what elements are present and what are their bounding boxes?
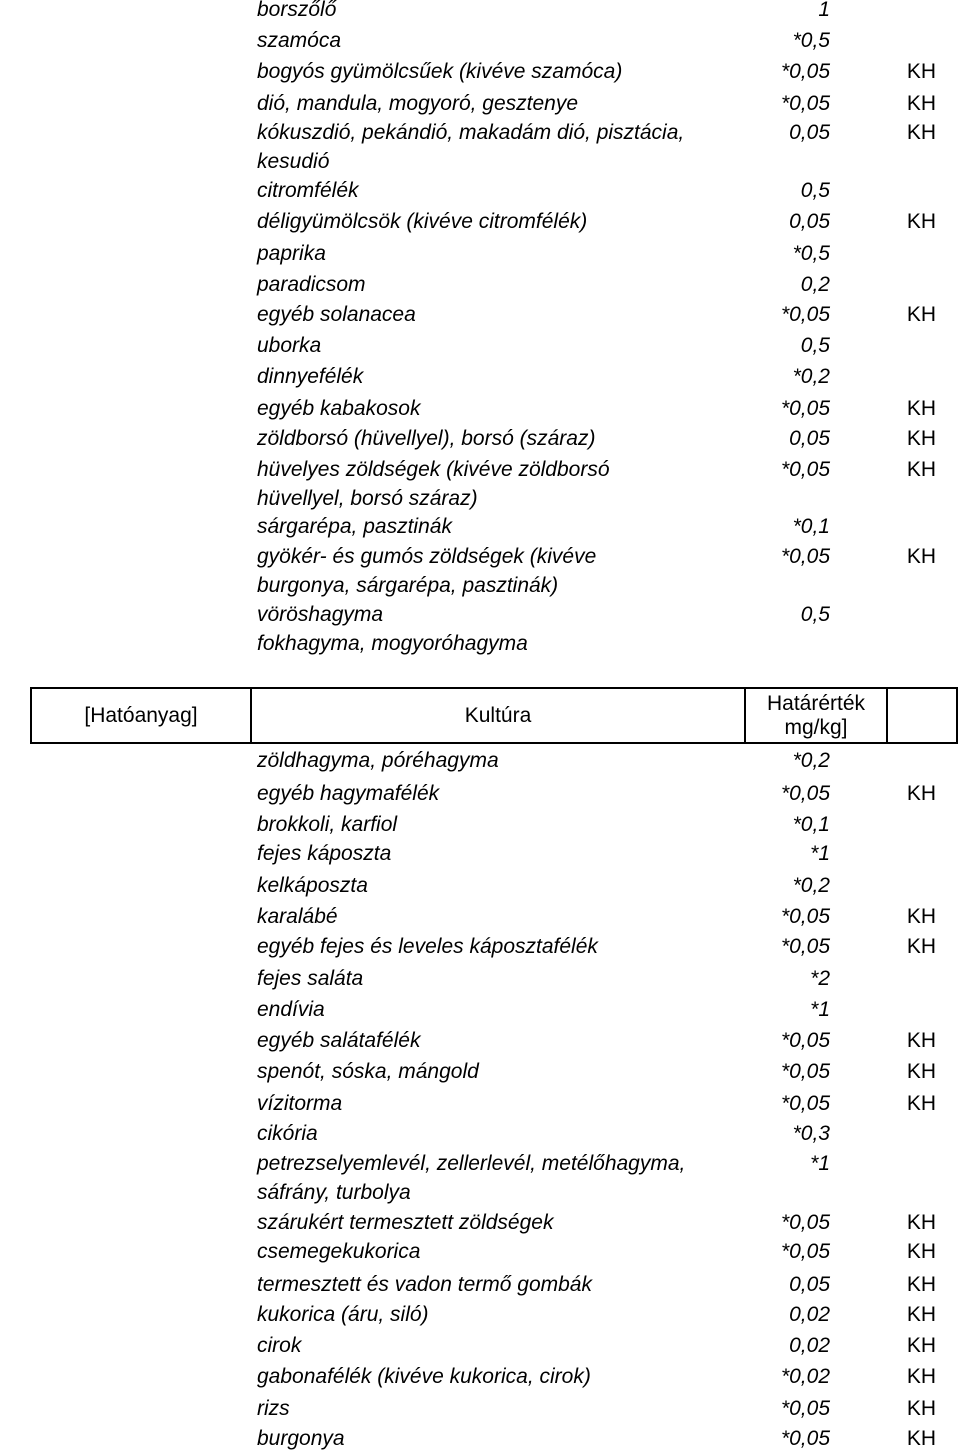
- crop-name-line: vízitorma: [257, 1092, 343, 1115]
- limit-value: 0,05: [789, 210, 830, 233]
- limit-value: *0,2: [792, 365, 830, 388]
- crop-name: [257, 1208, 737, 1237]
- crop-name: [257, 1331, 737, 1360]
- crop-name: [257, 512, 737, 541]
- crop-name: [257, 89, 737, 118]
- crop-name-line: rizs: [257, 1397, 290, 1420]
- crop-name-line: burgonya, sárgarépa, pasztinák): [257, 574, 559, 597]
- crop-name: [257, 424, 737, 453]
- limit-value: 0,2: [800, 273, 830, 296]
- crop-name: [257, 902, 737, 931]
- kh-flag: KH: [906, 1365, 936, 1388]
- crop-name: [257, 542, 737, 600]
- crop-name-line: bogyós gyümölcsűek (kivéve szamóca): [257, 60, 623, 83]
- kh-flag: KH: [906, 1273, 936, 1296]
- limit-value: *1: [810, 842, 830, 865]
- crop-name: [257, 176, 737, 205]
- kh-flag: KH: [906, 1060, 936, 1083]
- limit-value: *0,05: [780, 60, 830, 83]
- limit-value: 0,05: [789, 121, 830, 144]
- kh-flag: KH: [906, 782, 936, 805]
- kh-flag: KH: [906, 121, 936, 144]
- limit-value: *0,1: [792, 515, 830, 538]
- crop-name-line: vöröshagyma: [257, 603, 384, 626]
- crop-name-line: hüvelyes zöldségek (kivéve zöldborsó: [257, 458, 610, 481]
- crop-name: [257, 207, 737, 236]
- crop-name-line: sárgarépa, pasztinák: [257, 515, 452, 538]
- limit-value: *0,2: [792, 749, 830, 772]
- crop-name: [257, 995, 737, 1024]
- limit-value: 0,02: [789, 1303, 830, 1326]
- limit-value: 0,02: [789, 1334, 830, 1357]
- limit-value: *0,02: [780, 1365, 830, 1388]
- limit-value: 0,5: [800, 179, 830, 202]
- crop-name-line: uborka: [257, 334, 322, 357]
- crop-name-line: zöldhagyma, póréhagyma: [257, 749, 499, 772]
- kh-flag: KH: [906, 1303, 936, 1326]
- header-limit-line2: mg/kg]: [784, 715, 848, 739]
- limit-value: *0,05: [780, 397, 830, 420]
- crop-name: [257, 779, 737, 808]
- limit-value: *0,05: [780, 458, 830, 481]
- limit-value: *0,3: [792, 1122, 830, 1145]
- limit-value: *1: [810, 1152, 830, 1175]
- kh-flag: KH: [906, 458, 936, 481]
- crop-name-line: petrezselyemlevél, zellerlevél, metélőhagyma,: [257, 1152, 686, 1175]
- crop-name: [257, 871, 737, 900]
- crop-name-line: dió, mandula, mogyoró, gesztenye: [257, 92, 579, 115]
- kh-flag: KH: [906, 905, 936, 928]
- limit-value: *0,05: [780, 545, 830, 568]
- limit-value: *0,05: [780, 935, 830, 958]
- crop-name-line: gabonafélék (kivéve kukorica, cirok): [257, 1365, 591, 1388]
- header-limit-line1: Határérték: [766, 691, 866, 715]
- limit-value: 0,05: [789, 427, 830, 450]
- crop-name-line: fokhagyma, mogyoróhagyma: [257, 632, 528, 655]
- crop-name-line: fejes káposzta: [257, 842, 392, 865]
- crop-name: [257, 1237, 737, 1266]
- crop-name-line: cikória: [257, 1122, 318, 1145]
- crop-name-line: egyéb fejes és leveles káposztafélék: [257, 935, 598, 958]
- limit-value: *0,05: [780, 303, 830, 326]
- kh-flag: KH: [906, 1092, 936, 1115]
- crop-name-line: paprika: [257, 242, 326, 265]
- kh-flag: KH: [906, 303, 936, 326]
- crop-name-line: spenót, sóska, mángold: [257, 1060, 479, 1083]
- crop-name-line: egyéb salátafélék: [257, 1029, 421, 1052]
- crop-name: [257, 57, 737, 86]
- crop-name-line: hüvellyel, borsó száraz): [257, 487, 478, 510]
- crop-name: [257, 118, 737, 176]
- crop-name-line: borszőlő: [257, 0, 337, 21]
- crop-name-line: karalábé: [257, 905, 338, 928]
- crop-name-line: egyéb hagymafélék: [257, 782, 440, 805]
- limit-value: *0,5: [792, 29, 830, 52]
- crop-name: [257, 1362, 737, 1391]
- header-limit: [746, 689, 886, 742]
- header-crop: Kultúra: [464, 703, 532, 727]
- kh-flag: KH: [906, 1029, 936, 1052]
- kh-flag: KH: [906, 545, 936, 568]
- limit-value: *0,05: [780, 1240, 830, 1263]
- crop-name-line: kesudió: [257, 150, 330, 173]
- crop-name: [257, 1270, 737, 1299]
- crop-name: [257, 1089, 737, 1118]
- crop-name-line: egyéb kabakosok: [257, 397, 421, 420]
- crop-name: [257, 0, 737, 24]
- crop-name: [257, 1300, 737, 1329]
- crop-name-line: fejes saláta: [257, 967, 364, 990]
- crop-name: [257, 300, 737, 329]
- kh-flag: KH: [906, 935, 936, 958]
- limit-value: 0,5: [800, 603, 830, 626]
- crop-name: [257, 600, 737, 629]
- kh-flag: KH: [906, 210, 936, 233]
- limit-value: *0,05: [780, 92, 830, 115]
- crop-name-line: termesztett és vadon termő gombák: [257, 1273, 592, 1296]
- crop-name: [257, 394, 737, 423]
- crop-name-line: déligyümölcsök (kivéve citromfélék): [257, 210, 588, 233]
- crop-name-line: citromfélék: [257, 179, 359, 202]
- limit-value: *1: [810, 998, 830, 1021]
- crop-name: [257, 239, 737, 268]
- header-flag-column: [888, 689, 956, 742]
- kh-flag: KH: [906, 1427, 936, 1450]
- kh-flag: KH: [906, 427, 936, 450]
- kh-flag: KH: [906, 92, 936, 115]
- limit-value: *0,05: [780, 1427, 830, 1450]
- crop-name: [257, 1394, 737, 1423]
- limit-value: 0,5: [800, 334, 830, 357]
- crop-name-line: szárukért termesztett zöldségek: [257, 1211, 554, 1234]
- crop-name: [257, 455, 737, 513]
- crop-name-line: kókuszdió, pekándió, makadám dió, pisztácia,: [257, 121, 685, 144]
- kh-flag: KH: [906, 1397, 936, 1420]
- crop-name-line: burgonya: [257, 1427, 345, 1450]
- crop-name: [257, 331, 737, 360]
- kh-flag: KH: [906, 60, 936, 83]
- kh-flag: KH: [906, 1240, 936, 1263]
- crop-name-line: kukorica (áru, siló): [257, 1303, 429, 1326]
- limit-value: 1: [818, 0, 830, 21]
- crop-name: [257, 1026, 737, 1055]
- limit-value: *0,2: [792, 874, 830, 897]
- crop-name-line: dinnyefélék: [257, 365, 364, 388]
- kh-flag: KH: [906, 1334, 936, 1357]
- crop-name: [257, 932, 737, 961]
- crop-name: [257, 839, 737, 868]
- crop-name: [257, 1149, 737, 1207]
- crop-name-line: sáfrány, turbolya: [257, 1181, 411, 1204]
- limit-value: *0,05: [780, 1029, 830, 1052]
- limit-value: *0,05: [780, 1211, 830, 1234]
- crop-name: [257, 26, 737, 55]
- limit-value: *0,05: [780, 905, 830, 928]
- table-header: [30, 687, 958, 744]
- crop-name: [257, 362, 737, 391]
- limit-value: *0,05: [780, 1060, 830, 1083]
- limit-value: *0,05: [780, 782, 830, 805]
- crop-name-line: paradicsom: [257, 273, 366, 296]
- limit-value: 0,05: [789, 1273, 830, 1296]
- crop-name-line: brokkoli, karfiol: [257, 813, 398, 836]
- limit-value: *0,5: [792, 242, 830, 265]
- crop-name: [257, 810, 737, 839]
- crop-name-line: gyökér- és gumós zöldségek (kivéve: [257, 545, 597, 568]
- crop-name-line: cirok: [257, 1334, 302, 1357]
- crop-name: [257, 1424, 737, 1453]
- kh-flag: KH: [906, 1211, 936, 1234]
- limit-value: *2: [810, 967, 830, 990]
- limit-value: *0,05: [780, 1092, 830, 1115]
- header-active-substance: [Hatóanyag]: [84, 703, 198, 727]
- kh-flag: KH: [906, 397, 936, 420]
- crop-name-line: csemegekukorica: [257, 1240, 421, 1263]
- crop-name-line: kelkáposzta: [257, 874, 368, 897]
- crop-name-line: zöldborsó (hüvellyel), borsó (száraz): [257, 427, 596, 450]
- crop-name-line: egyéb solanacea: [257, 303, 416, 326]
- crop-name-line: endívia: [257, 998, 325, 1021]
- crop-name: [257, 629, 737, 658]
- crop-name: [257, 1057, 737, 1086]
- crop-name: [257, 746, 737, 775]
- limit-value: *0,1: [792, 813, 830, 836]
- crop-name-line: szamóca: [257, 29, 342, 52]
- crop-name: [257, 1119, 737, 1148]
- crop-name: [257, 964, 737, 993]
- limit-value: *0,05: [780, 1397, 830, 1420]
- crop-name: [257, 270, 737, 299]
